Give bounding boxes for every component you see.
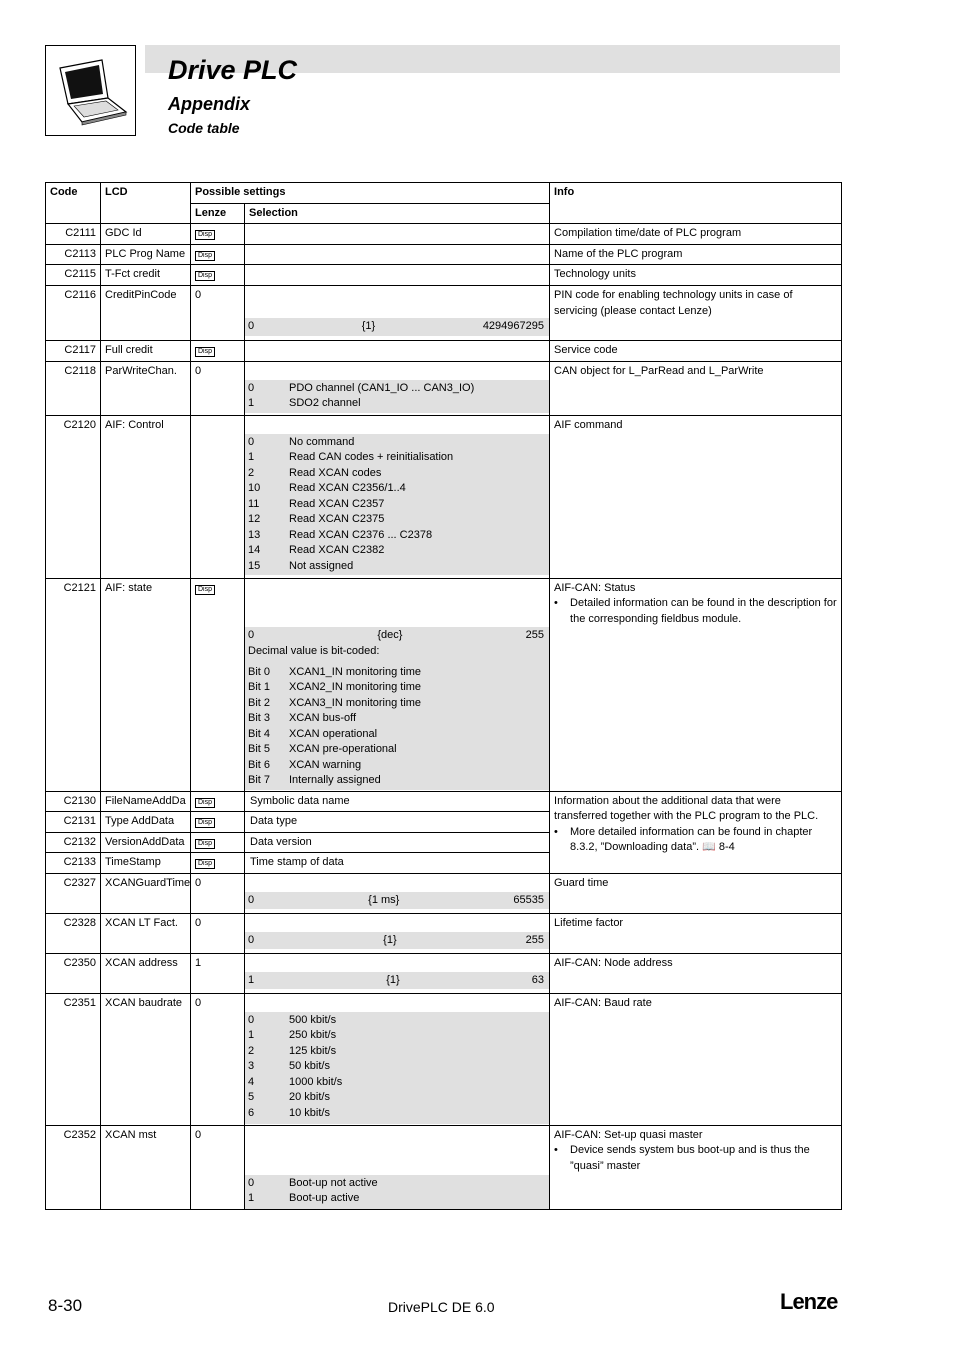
- table-row: [46, 224, 842, 245]
- info-cell: Lifetime factor: [550, 913, 842, 953]
- list-item: Bit 7 Internally assigned: [248, 774, 381, 786]
- info-cell: [550, 578, 842, 791]
- lenze-cell: 0: [191, 1125, 245, 1209]
- range-max: 255: [525, 933, 545, 946]
- page-ref: 8-4: [718, 841, 735, 853]
- range-min: 0: [248, 933, 255, 946]
- lenze-cell: 0: [191, 993, 245, 1125]
- range-max: 65535: [513, 893, 544, 906]
- list-item: 4 1000 kbit/s: [248, 1075, 343, 1088]
- table-row: [46, 993, 842, 1125]
- list-item: 1 SDO2 channel: [248, 397, 361, 409]
- range-step: {1}: [386, 973, 400, 986]
- list-item: 14 Read XCAN C2382: [248, 544, 385, 556]
- list-item: 5 20 kbit/s: [248, 1091, 330, 1103]
- info-text: AIF-CAN: Set-up quasi master: [554, 1128, 703, 1141]
- range-min: 1: [248, 973, 255, 986]
- lenze-cell: [191, 415, 245, 578]
- lcd-cell: CreditPinCode: [101, 286, 191, 341]
- list-item: 15 Not assigned: [248, 559, 354, 572]
- code-table: [45, 182, 842, 1210]
- code-cell: C2115: [46, 265, 101, 286]
- lenze-cell: 0: [191, 913, 245, 953]
- selection-cell: [245, 873, 550, 913]
- lcd-cell: XCAN baudrate: [101, 993, 191, 1125]
- lenze-cell: [191, 341, 245, 362]
- disp-badge: Disp: [195, 251, 215, 261]
- selection-cell: Symbolic data name: [245, 791, 550, 812]
- table-row: [46, 286, 842, 341]
- header-lenze: Lenze: [191, 203, 245, 224]
- info-bullet: • Detailed information can be found in the description for the corresponding fieldbus module.: [554, 597, 837, 625]
- section-title: Code table: [168, 120, 240, 136]
- info-cell: [550, 1125, 842, 1209]
- code-cell: C2327: [46, 873, 101, 913]
- code-cell: C2120: [46, 415, 101, 578]
- option-list: [245, 661, 549, 790]
- code-cell: C2351: [46, 993, 101, 1125]
- code-cell: C2132: [46, 832, 101, 853]
- list-item: 2 Read XCAN codes: [248, 466, 382, 479]
- table-row: [46, 791, 842, 812]
- book-icon: 📖: [702, 841, 716, 853]
- table-row: [46, 341, 842, 362]
- header-code: Code: [46, 183, 101, 224]
- list-item: 1 Boot-up active: [248, 1192, 360, 1204]
- lcd-cell: XCAN mst: [101, 1125, 191, 1209]
- disp-badge: Disp: [195, 798, 215, 808]
- selection-cell: [245, 993, 550, 1125]
- chapter-title: Appendix: [168, 94, 251, 114]
- selection-cell: [245, 913, 550, 953]
- lcd-cell: Full credit: [101, 341, 191, 362]
- header-selection: Selection: [245, 203, 550, 224]
- info-cell: Guard time: [550, 873, 842, 913]
- table-row: [46, 244, 842, 265]
- list-item: 1 Read CAN codes + reinitialisation: [248, 451, 454, 463]
- selection-cell: Data type: [245, 812, 550, 833]
- info-cell: Service code: [550, 341, 842, 362]
- range-min: 0: [248, 893, 255, 906]
- selection-cell: [245, 224, 550, 245]
- selection-cell: [245, 415, 550, 578]
- table-row: [46, 913, 842, 953]
- bit-coded-note: Decimal value is bit-coded:: [245, 644, 549, 661]
- lcd-cell: XCAN LT Fact.: [101, 913, 191, 953]
- lcd-cell: GDC Id: [101, 224, 191, 245]
- range-min: 0: [248, 628, 255, 641]
- table-row: [46, 578, 842, 791]
- info-text: AIF-CAN: Status: [554, 581, 636, 594]
- disp-badge: Disp: [195, 585, 215, 595]
- lcd-cell: FileNameAddDa: [101, 791, 191, 812]
- info-cell: [550, 791, 842, 873]
- selection-cell: Data version: [245, 832, 550, 853]
- info-cell: Compilation time/date of PLC program: [550, 224, 842, 245]
- disp-badge: Disp: [195, 230, 215, 240]
- option-list: [245, 434, 549, 576]
- lcd-cell: AIF: Control: [101, 415, 191, 578]
- list-item: 12 Read XCAN C2375: [248, 513, 385, 525]
- selection-cell: [245, 265, 550, 286]
- code-cell: C2113: [46, 244, 101, 265]
- page-title: Drive PLC: [168, 55, 298, 85]
- lenze-cell: [191, 244, 245, 265]
- range-step: {dec}: [377, 628, 403, 641]
- lenze-cell: [191, 578, 245, 791]
- code-cell: C2328: [46, 913, 101, 953]
- list-item: 3 50 kbit/s: [248, 1060, 330, 1072]
- disp-badge: Disp: [195, 271, 215, 281]
- disp-badge: Disp: [195, 839, 215, 849]
- table-row: [46, 361, 842, 415]
- list-item: Bit 2 XCAN3_IN monitoring time: [248, 696, 422, 709]
- lcd-cell: Type AddData: [101, 812, 191, 833]
- info-cell: AIF-CAN: Baud rate: [550, 993, 842, 1125]
- list-item: 10 Read XCAN C2356/1..4: [248, 482, 406, 494]
- lenze-cell: [191, 265, 245, 286]
- list-item: 0 No command: [248, 435, 355, 448]
- info-text: Information about the additional data that were transferred together with the PLC program to the PLC.: [554, 794, 819, 822]
- laptop-icon: [46, 46, 135, 135]
- list-item: 2 125 kbit/s: [248, 1044, 337, 1057]
- selection-cell: [245, 244, 550, 265]
- info-bullet: • Device sends system bus boot-up and is thus the ”quasi” master: [554, 1144, 810, 1172]
- header-lcd: LCD: [101, 183, 191, 224]
- lcd-cell: XCANGuardTime: [101, 873, 191, 913]
- option-list: [245, 1012, 549, 1125]
- range-max: 255: [525, 628, 545, 641]
- selection-cell: [245, 286, 550, 341]
- info-cell: Name of the PLC program: [550, 244, 842, 265]
- lcd-cell: AIF: state: [101, 578, 191, 791]
- lcd-cell: VersionAddData: [101, 832, 191, 853]
- code-cell: C2131: [46, 812, 101, 833]
- range-step: {1}: [361, 320, 376, 332]
- range-step: {1}: [383, 933, 397, 946]
- table-row: [46, 265, 842, 286]
- lenze-cell: [191, 853, 245, 874]
- lcd-cell: XCAN address: [101, 953, 191, 993]
- range-min: 0: [248, 320, 255, 332]
- info-bullet: • More detailed information can be found in chapter 8.3.2, ”Downloading data”. 📖 8-4: [554, 825, 813, 853]
- list-item: 0 Boot-up not active: [248, 1176, 378, 1189]
- code-cell: C2111: [46, 224, 101, 245]
- list-item: Bit 3 XCAN bus-off: [248, 712, 357, 724]
- table-row: [46, 873, 842, 913]
- lenze-cell: [191, 224, 245, 245]
- code-cell: C2133: [46, 853, 101, 874]
- value-range: [245, 932, 549, 950]
- list-item: 11 Read XCAN C2357: [248, 497, 385, 510]
- selection-cell: [245, 953, 550, 993]
- code-cell: C2117: [46, 341, 101, 362]
- value-range: [245, 627, 549, 645]
- list-item: Bit 4 XCAN operational: [248, 727, 378, 740]
- value-range: [245, 318, 549, 336]
- lcd-cell: TimeStamp: [101, 853, 191, 874]
- lcd-cell: T-Fct credit: [101, 265, 191, 286]
- code-cell: C2121: [46, 578, 101, 791]
- range-max: 4294967295: [482, 320, 544, 332]
- lenze-cell: 0: [191, 361, 245, 415]
- table-row: [46, 415, 842, 578]
- disp-badge: Disp: [195, 859, 215, 869]
- info-cell: CAN object for L_ParRead and L_ParWrite: [550, 361, 842, 415]
- lenze-cell: [191, 791, 245, 812]
- list-item: 0 500 kbit/s: [248, 1013, 337, 1026]
- info-cell: AIF-CAN: Node address: [550, 953, 842, 993]
- table-row: [46, 953, 842, 993]
- code-cell: C2116: [46, 286, 101, 341]
- lenze-cell: 0: [191, 286, 245, 341]
- code-cell: C2130: [46, 791, 101, 812]
- list-item: 0 PDO channel (CAN1_IO ... CAN3_IO): [248, 381, 475, 394]
- header-info: Info: [550, 183, 842, 224]
- disp-badge: Disp: [195, 347, 215, 357]
- selection-cell: [245, 578, 550, 791]
- list-item: Bit 0 XCAN1_IN monitoring time: [248, 665, 422, 678]
- selection-cell: [245, 1125, 550, 1209]
- lenze-cell: [191, 832, 245, 853]
- lcd-cell: ParWriteChan.: [101, 361, 191, 415]
- code-cell: C2352: [46, 1125, 101, 1209]
- list-item: Bit 6 XCAN warning: [248, 758, 362, 771]
- selection-cell: [245, 341, 550, 362]
- option-list: [245, 380, 549, 413]
- disp-badge: Disp: [195, 818, 215, 828]
- document-name: DrivePLC DE 6.0: [388, 1299, 495, 1315]
- list-item: 6 10 kbit/s: [248, 1106, 330, 1119]
- header-possible-settings: Possible settings: [191, 183, 550, 204]
- table-row: [46, 1125, 842, 1209]
- option-list: [245, 1175, 549, 1209]
- range-max: 63: [531, 973, 544, 986]
- laptop-logo: [45, 45, 136, 136]
- value-range: [245, 892, 549, 910]
- lcd-cell: PLC Prog Name: [101, 244, 191, 265]
- lenze-cell: [191, 812, 245, 833]
- range-step: {1 ms}: [368, 893, 400, 906]
- code-cell: C2118: [46, 361, 101, 415]
- code-cell: C2350: [46, 953, 101, 993]
- info-cell: PIN code for enabling technology units in case of servicing (please contact Lenze): [550, 286, 842, 341]
- value-range: [245, 972, 549, 990]
- list-item: 13 Read XCAN C2376 ... C2378: [248, 528, 433, 541]
- page-number: 8-30: [48, 1296, 83, 1315]
- list-item: 1 250 kbit/s: [248, 1029, 337, 1041]
- brand-logo: Lenze: [780, 1289, 838, 1314]
- lenze-cell: 0: [191, 873, 245, 913]
- selection-cell: [245, 361, 550, 415]
- list-item: Bit 1 XCAN2_IN monitoring time: [248, 681, 422, 693]
- list-item: Bit 5 XCAN pre-operational: [248, 743, 397, 755]
- info-cell: Technology units: [550, 265, 842, 286]
- lenze-cell: 1: [191, 953, 245, 993]
- selection-cell: Time stamp of data: [245, 853, 550, 874]
- info-cell: AIF command: [550, 415, 842, 578]
